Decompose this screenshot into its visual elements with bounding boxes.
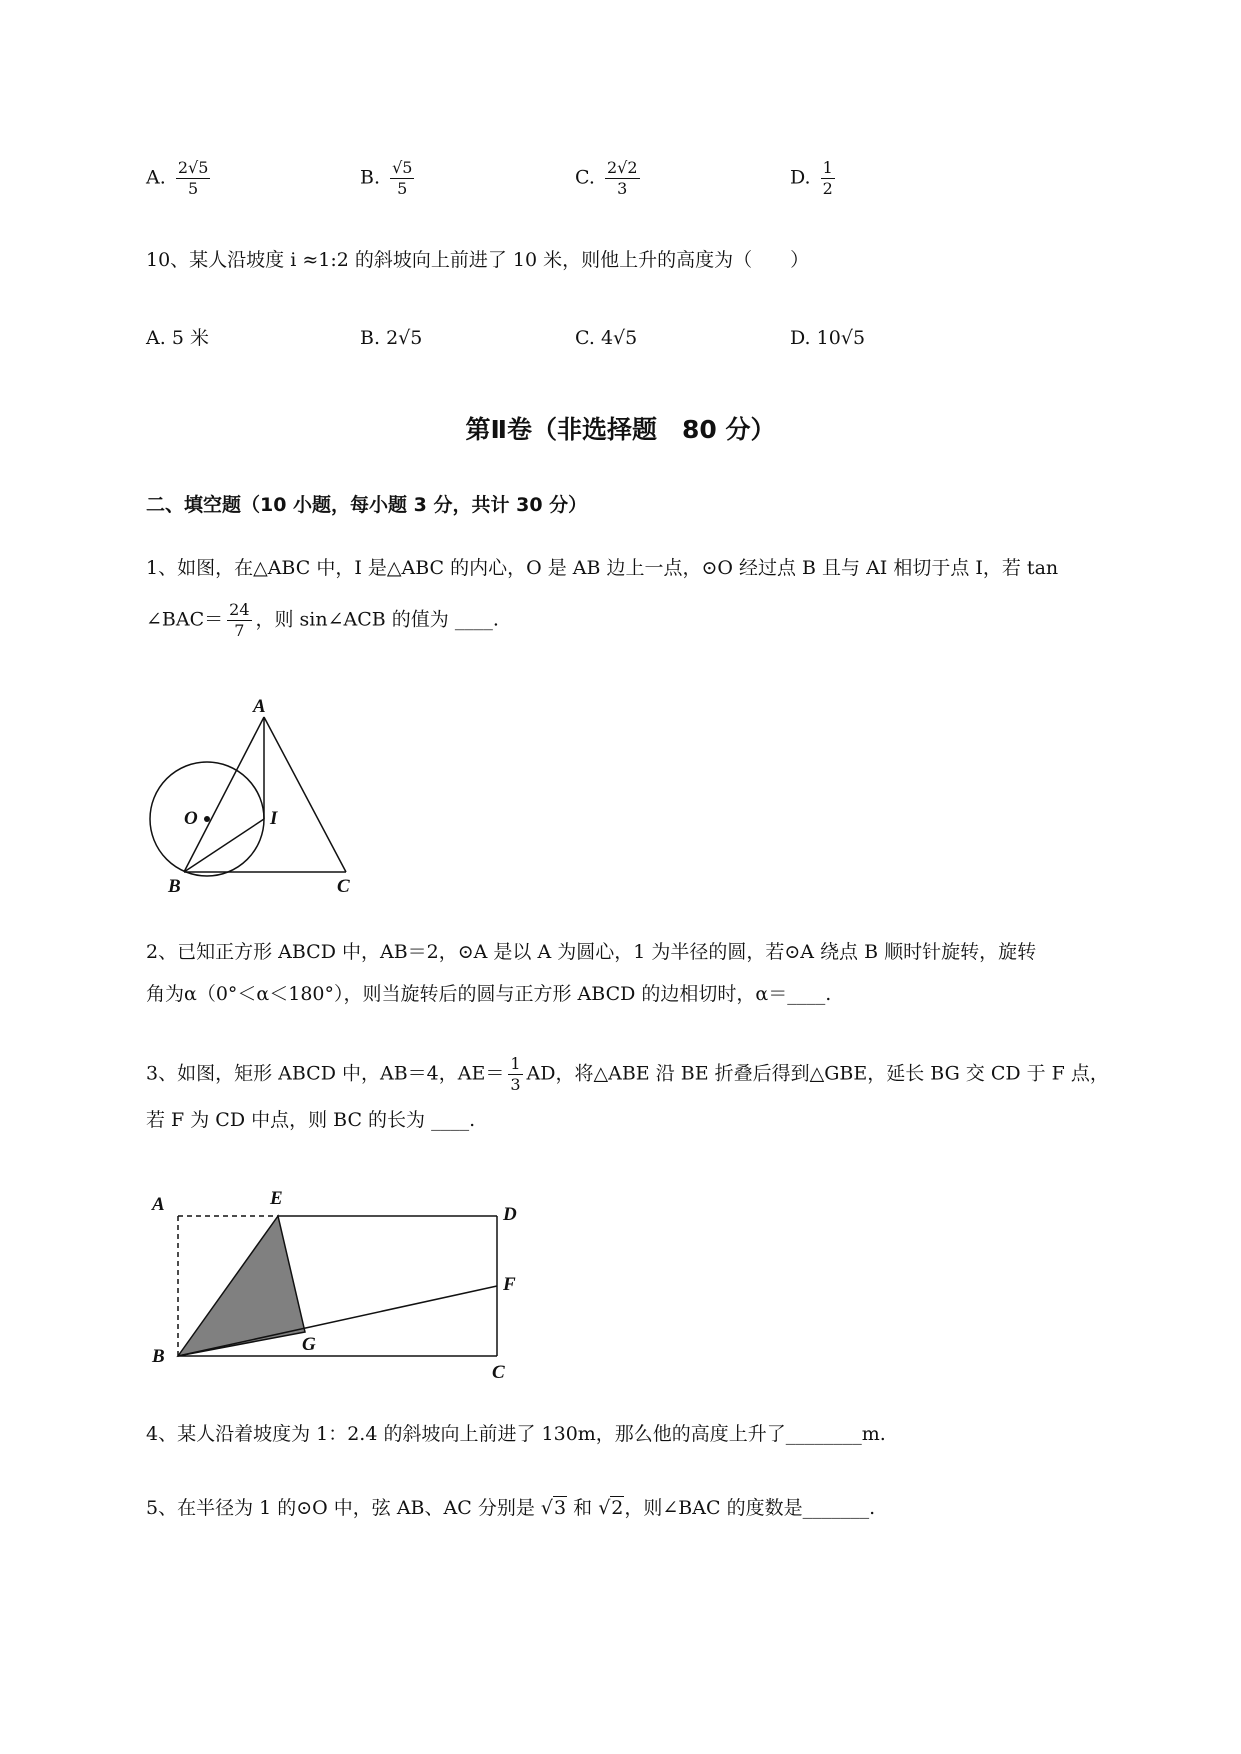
label-a: A [152, 1194, 165, 1215]
label-f: F [503, 1274, 516, 1295]
segment-ac [264, 717, 346, 872]
q4-text: 4、某人沿着坡度为 1：2.4 的斜坡向上前进了 130m，那么他的高度上升了________m. [146, 1423, 886, 1445]
part2-title: 第Ⅱ卷（非选择题 80 分） [465, 415, 776, 444]
q10-text: 10、某人沿坡度 i ≈1:2 的斜坡向上前进了 10 米，则他上升的高度为（ ） [146, 249, 810, 271]
label-b: B [168, 876, 181, 897]
fraction: $\frac{2√2}{3}$ [606, 158, 638, 198]
label-e: E [270, 1188, 283, 1209]
fraction: $\frac{24}{7}$ [229, 600, 250, 640]
shaded-triangle-gbe [178, 1216, 305, 1356]
q2-line1: 2、已知正方形 ABCD 中，AB＝2，⊙A 是以 A 为圆心，1 为半径的圆，若⊙A 绕点 B 顺时针旋转，旋转 [146, 941, 1037, 963]
q10-option-b: B. 2√5 [360, 327, 423, 349]
q1-line2: ∠BAC＝ $\frac{24}{7}$ ，则 sin∠ACB 的值为 ____. [146, 600, 499, 640]
figure-triangle-circle [140, 690, 380, 900]
sqrt-expression: √3 [540, 1497, 567, 1519]
label-b: B [152, 1346, 165, 1367]
fraction: $\frac{2√5}{5}$ [177, 158, 209, 198]
q3-line1: 3、如图，矩形 ABCD 中，AB＝4，AE＝ $\frac{1}{3}$ AD，将△ABE 沿 BE 折叠后得到△GBE，延长 BG 交 CD 于 F 点， [146, 1054, 1109, 1094]
figure-rectangle-fold [140, 1180, 520, 1380]
q1-line1: 1、如图，在△ABC 中，I 是△ABC 的内心，O 是 AB 边上一点，⊙O 经过点 B 且与 AI 相切于点 I，若 tan [146, 557, 1059, 579]
q10-option-a: A. 5 米 [146, 327, 209, 349]
point-o [204, 816, 210, 822]
q10-option-d: D. 10√5 [790, 327, 866, 349]
q9-option-d: D. $\frac{1}{2}$ [790, 158, 833, 198]
q9-option-c: C. $\frac{2√2}{3}$ [575, 158, 638, 198]
label-c: C [492, 1362, 505, 1380]
q10-option-c: C. 4√5 [575, 327, 638, 349]
fraction: $\frac{√5}{5}$ [392, 158, 413, 198]
label-d: D [503, 1204, 517, 1225]
label-o: O [184, 808, 198, 829]
label-a: A [253, 696, 266, 717]
sqrt-expression: √2 [598, 1497, 624, 1519]
fraction: $\frac{1}{2}$ [822, 158, 833, 198]
fraction: $\frac{1}{3}$ [510, 1054, 521, 1094]
label-g: G [302, 1334, 316, 1355]
q9-option-b: B. $\frac{√5}{5}$ [360, 158, 413, 198]
label-c: C [337, 876, 350, 897]
segment-ab [184, 717, 264, 872]
q3-line2: 若 F 为 CD 中点，则 BC 的长为 ____. [146, 1109, 476, 1131]
section-title: 二、填空题（10 小题，每小题 3 分，共计 30 分） [146, 494, 588, 516]
q2-line2: 角为α（0°＜α＜180°），则当旋转后的圆与正方形 ABCD 的边相切时，α＝____. [146, 983, 832, 1005]
q5-text: 5、在半径为 1 的⊙O 中，弦 AB、AC 分别是 √3 和 √2，则∠BAC 的度数是_______. [146, 1494, 875, 1522]
q9-option-a: A. $\frac{2√5}{5}$ [146, 158, 209, 198]
label-i: I [270, 808, 278, 829]
